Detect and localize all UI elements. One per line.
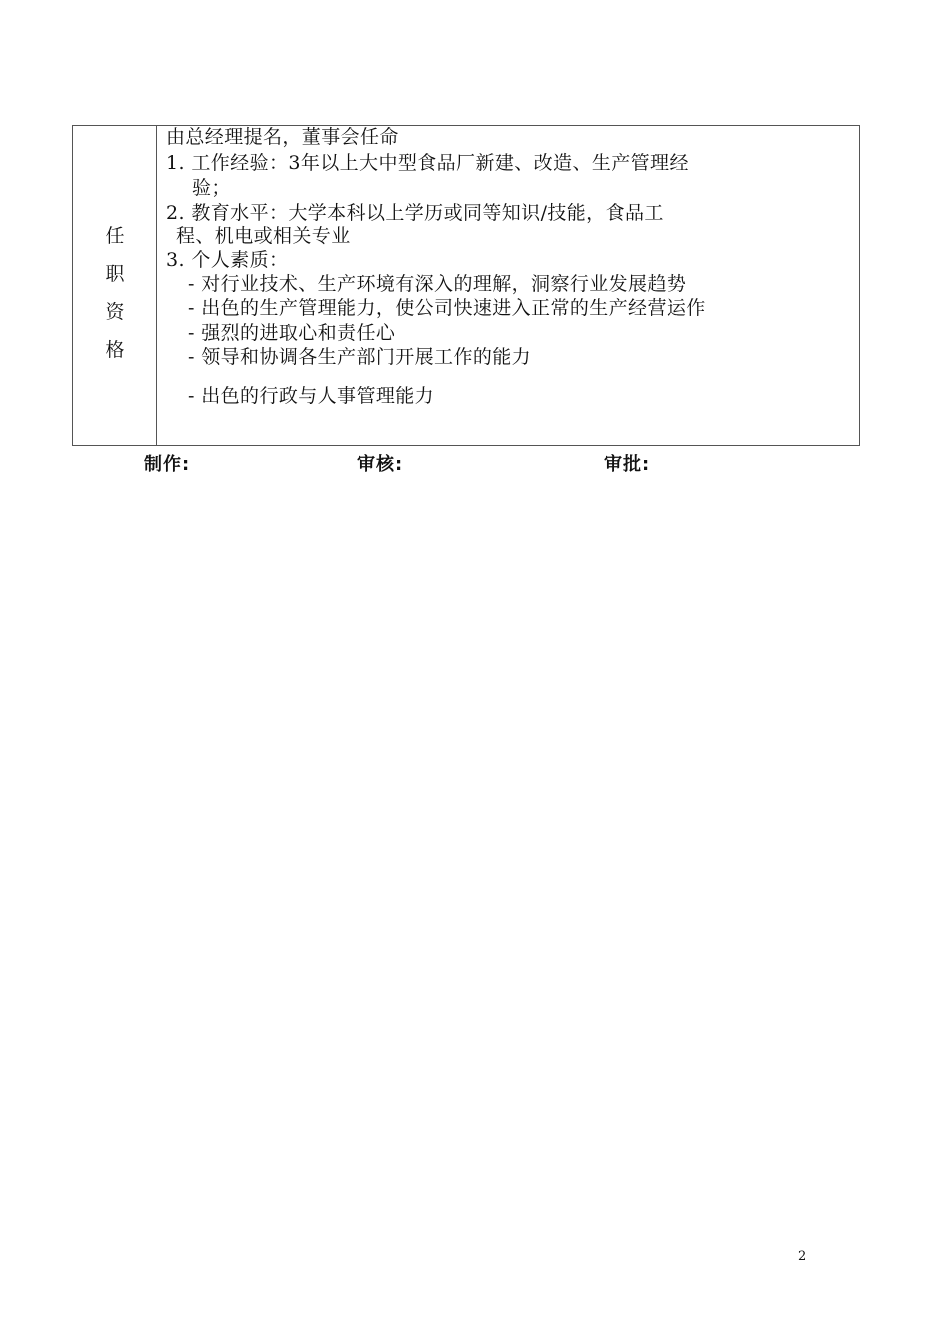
approved-by-label: 审批: — [604, 454, 651, 475]
quality-item: - 领导和协调各生产部门开展工作的能力 — [188, 346, 532, 368]
quality-item: - 出色的行政与人事管理能力 — [188, 385, 435, 407]
section-label-char: 任 — [105, 225, 125, 247]
quality-item: - 对行业技术、生产环境有深入的理解，洞察行业发展趋势 — [188, 273, 687, 295]
qualification-content — [158, 126, 859, 445]
experience-line: 1. 工作经验：3年以上大中型食品厂新建、改造、生产管理经 — [166, 152, 689, 174]
section-label-char: 职 — [105, 263, 125, 285]
education-line: 2. 教育水平：大学本科以上学历或同等知识/技能，食品工 — [166, 202, 664, 224]
quality-item: - 强烈的进取心和责任心 — [188, 322, 396, 344]
experience-line-continued: 验； — [192, 177, 231, 199]
personal-quality-heading: 3. 个人素质： — [166, 249, 289, 271]
appointment-line: 由总经理提名，董事会任命 — [166, 126, 399, 148]
quality-item: - 出色的生产管理能力，使公司快速进入正常的生产经营运作 — [188, 297, 706, 319]
qualification-table — [72, 125, 860, 446]
reviewed-by-label: 审核: — [357, 454, 404, 475]
education-line-continued: 程、机电或相关专业 — [176, 225, 351, 247]
section-label-char: 格 — [105, 339, 125, 361]
section-label-column — [73, 126, 157, 445]
page-number: 2 — [798, 1249, 807, 1264]
section-label-char: 资 — [105, 301, 125, 323]
made-by-label: 制作: — [144, 454, 191, 475]
